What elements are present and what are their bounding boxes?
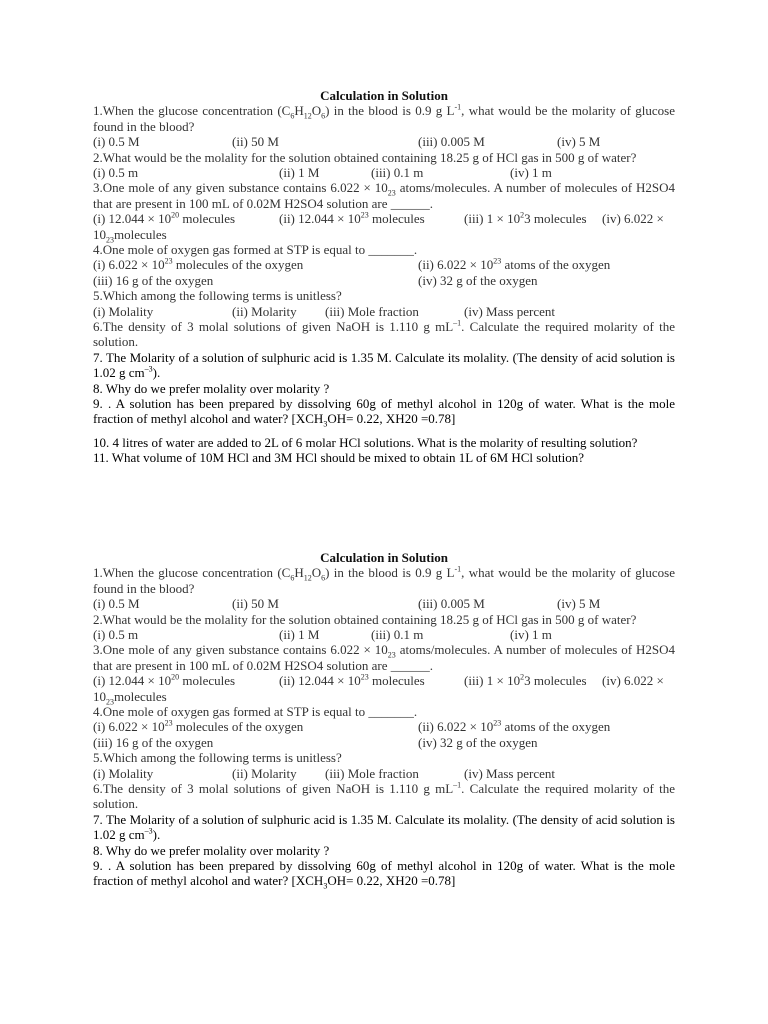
option: (i) 0.5 m <box>93 165 139 180</box>
question-4: 4.One mole of oxygen gas formed at STP is equal to _______. <box>93 241 418 257</box>
question-2: 2.What would be the molality for the solution obtained containing 18.25 g of HCl gas in 500 g of water? <box>93 611 637 627</box>
question-11: 11. What volume of 10M HCl and 3M HCl should be mixed to obtain 1L of 6M HCl solution? <box>93 450 584 466</box>
question-6: 6.The density of 3 molal solutions of given NaOH is 1.110 g $mL^{-1}$. Calculate the required molarity of the solution. <box>93 318 675 350</box>
option: (iv) Mass percent <box>464 303 555 319</box>
option: (iv) 6.022 × <box>602 211 664 227</box>
question-3: 3.One mole of any given substance contains $6.022 \times 10_{23}$ atoms/molecules. A number of molecules of H2SO4 that are present in 100 mL of 0.02M H2SO4 solution are ______. <box>93 180 676 211</box>
option: (iv) Mass percent <box>464 765 555 781</box>
option: (iii) 0.005 M <box>418 596 485 612</box>
option: (iv) 1 m <box>510 165 552 180</box>
question-1-options <box>93 596 675 611</box>
question-7: 7. The Molarity of a solution of sulphuric acid is 1.35 M. Calculate its molality. (The density of acid solution is 1.02 g $cm^{-3}$). <box>93 811 675 843</box>
page-title: Calculation in Solution <box>320 88 448 103</box>
option: (i) Molality <box>93 303 154 319</box>
option: (ii) 1 M <box>279 627 320 642</box>
option: (ii) $12.044 \times 10^{23}$ molecules <box>279 210 425 227</box>
question-2-options <box>93 627 675 642</box>
option: (i) 0.5 m <box>93 627 139 642</box>
question-7: 7. The Molarity of a solution of sulphuric acid is 1.35 M. Calculate its molality. (The density of acid solution is 1.02 g $cm^{-3}$). <box>93 349 675 381</box>
option: (iii) 16 g of the oxygen <box>93 734 214 750</box>
question-4-options-2 <box>93 735 675 750</box>
option: (iii) $1 \times 10^23$ molecules <box>464 672 587 689</box>
option: (ii) $12.044 \times 10^{23}$ molecules <box>279 672 425 689</box>
question-4: 4.One mole of oxygen gas formed at STP is equal to _______. <box>93 703 418 719</box>
worksheet-copy-1 <box>93 88 675 466</box>
option: (i) $12.044 \times 10^{20}$ molecules <box>93 672 236 689</box>
question-5-options <box>93 766 675 781</box>
option: (iii) Mole fraction <box>325 303 419 319</box>
option: (iii) 16 g of the oxygen <box>93 272 214 288</box>
option: (iii) 0.1 m <box>371 627 424 642</box>
question-3: 3.One mole of any given substance contains $6.022 \times 10_{23}$ atoms/molecules. A number of molecules of H2SO4 that are present in 100 mL of 0.02M H2SO4 solution are ______. <box>93 642 676 673</box>
question-6: 6.The density of 3 molal solutions of given NaOH is 1.110 g $mL^{-1}$. Calculate the required molarity of the solution. <box>93 780 675 812</box>
question-8: 8. Why do we prefer molality over molarity ? <box>93 842 330 858</box>
question-4-options <box>93 719 675 734</box>
question-3-options-cont: $10_{23}molecules$ <box>93 226 167 245</box>
question-8: 8. Why do we prefer molality over molarity ? <box>93 380 330 396</box>
option: (iii) $1 \times 10^23$ molecules <box>464 210 587 227</box>
worksheet-copy-2 <box>93 550 675 889</box>
option: (ii) $6.022 \times 10^{23}$ atoms of the oxygen <box>418 719 611 735</box>
question-3-options-cont: $10_{23}molecules$ <box>93 688 167 707</box>
option: (iii) 0.005 M <box>418 134 485 150</box>
question-3-options <box>93 211 675 226</box>
option: (i) 0.5 M <box>93 134 140 150</box>
option: (i) Molality <box>93 765 154 781</box>
option: (iii) Mole fraction <box>325 765 419 781</box>
option: (i) $6.022 \times 10^{23}$ molecules of the oxygen <box>93 719 304 735</box>
question-2: 2.What would be the molality for the solution obtained containing 18.25 g of HCl gas in 500 g of water? <box>93 149 637 165</box>
option: (iv) 32 g of the oxygen <box>418 272 538 288</box>
question-5: 5.Which among the following terms is unitless? <box>93 288 342 304</box>
page-title: Calculation in Solution <box>320 550 448 565</box>
option: (iv) 1 m <box>510 627 552 642</box>
option: (i) $12.044 \times 10^{20}$ molecules <box>93 210 236 227</box>
option: (ii) $6.022 \times 10^{23}$ atoms of the oxygen <box>418 257 611 273</box>
option: (i) 0.5 M <box>93 596 140 612</box>
question-4-options <box>93 257 675 272</box>
option: (ii) 50 M <box>232 134 279 150</box>
option: (i) $6.022 \times 10^{23}$ molecules of the oxygen <box>93 257 304 273</box>
option: (ii) Molarity <box>232 765 297 781</box>
option: (iv) 32 g of the oxygen <box>418 734 538 750</box>
question-1: 1.When the glucose concentration $(C_6H_{12}O_6)$ in the blood is 0.9 g $L^{-1}$, what would be the molarity of glucose found in the blood? <box>93 103 675 134</box>
question-5: 5.Which among the following terms is unitless? <box>93 750 342 766</box>
question-10: 10. 4 litres of water are added to 2L of 6 molar HCl solutions. What is the molarity of resulting solution? <box>93 434 638 450</box>
option: (ii) 50 M <box>232 596 279 612</box>
question-1: 1.When the glucose concentration $(C_6H_{12}O_6)$ in the blood is 0.9 g $L^{-1}$, what would be the molarity of glucose found in the blood? <box>93 565 675 596</box>
option: (iii) 0.1 m <box>371 165 424 180</box>
question-5-options <box>93 304 675 319</box>
option: (iv) 5 M <box>557 134 601 150</box>
question-9: 9. . A solution has been prepared by dissolving 60g of methyl alcohol in 120g of water. What is the mole fraction of methyl alcohol and water? [$XCH_3OH= 0.22$, XH20 =0.78] <box>93 396 675 429</box>
option: (ii) Molarity <box>232 303 297 319</box>
option: (iv) 5 M <box>557 596 601 612</box>
question-9: 9. . A solution has been prepared by dissolving 60g of methyl alcohol in 120g of water. What is the mole fraction of methyl alcohol and water? [$XCH_3OH= 0.22$, XH20 =0.78] <box>93 858 675 891</box>
question-2-options <box>93 165 675 180</box>
option: (iv) 6.022 × <box>602 673 664 689</box>
question-1-options <box>93 134 675 149</box>
question-4-options-2 <box>93 273 675 288</box>
question-3-options <box>93 673 675 688</box>
option: (ii) 1 M <box>279 165 320 180</box>
